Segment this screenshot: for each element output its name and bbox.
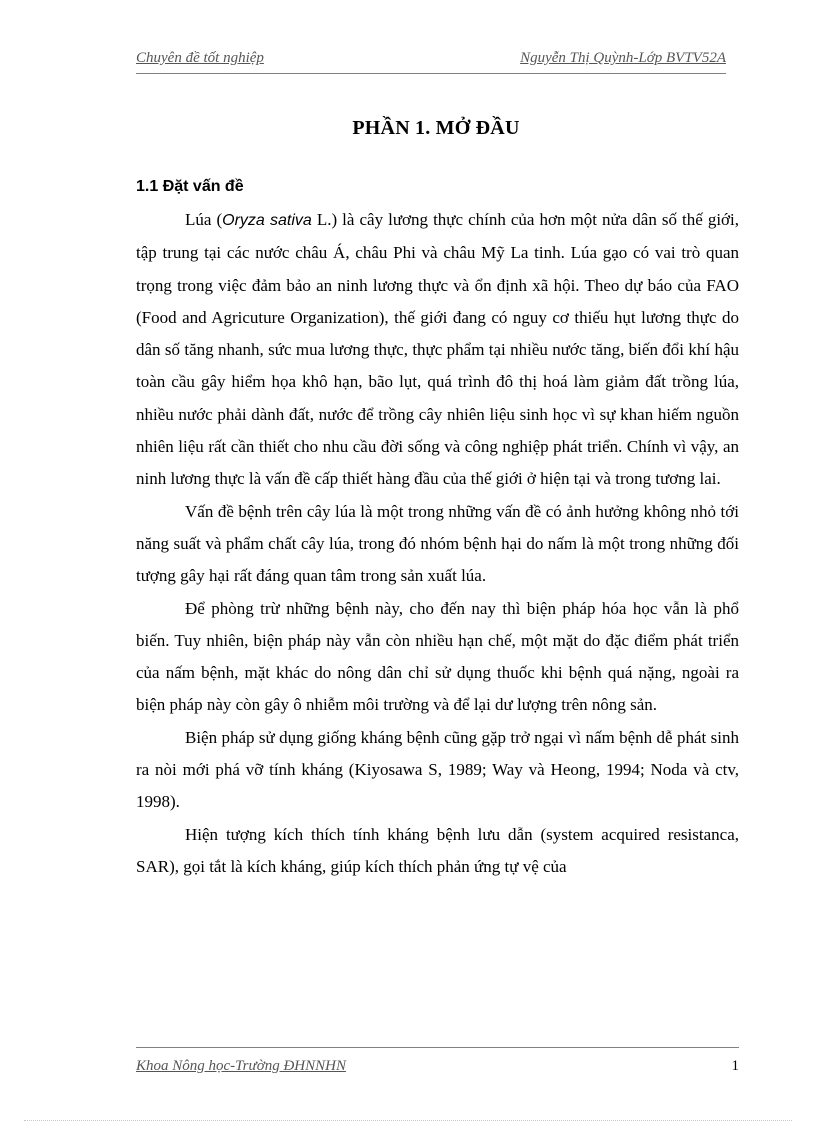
header-thesis-label: Chuyên đề tốt nghiệp [136,50,264,66]
paragraph-4: Biện pháp sử dụng giống kháng bệnh cũng gặp trở ngại vì nấm bệnh dễ phát sinh ra nòi mới phá vỡ tính kháng (Kiyosawa S, 1989; Way và Heong, 1994; Noda và ctv, 1998). [136,727,739,812]
scientific-name: Oryza sativa [222,212,312,229]
paragraph-1 [136,204,739,496]
page-bottom-edge [24,1120,792,1121]
paragraph-1-after: L.) là cây lương thực chính của hơn một nửa dân số thế giới, tập trung tại các nước châu Á, châu Phi và châu Mỹ La tinh. Lúa gạo có vai trò quan trọng trong việc đảm bảo an ninh lương thực và ổn định xã hội. Theo dự báo của FAO (Food and Agricuture Organization), thế giới đang có nguy cơ thiếu hụt lương thực do dân số tăng nhanh, sức mua lương thực, thực phẩm tại nhiều nước tăng, biến đổi khí hậu toàn cầu gây hiểm họa khô hạn, bão lụt, quá trình đô thị hoá làm giảm đất trồng lúa, nhiều nước phải dành đất, nước để trồng cây nhiên liệu sinh học vì sự khan hiếm nguồn nhiên liệu rất cần thiết cho nhu cầu đời sống và công nghiệp phát triển. Chính vì vậy, an ninh lương thực là vấn đề cấp thiết hàng đầu của thế giới ở hiện tại và trong tương lai. [136,210,739,489]
paragraph-5: Hiện tượng kích thích tính kháng bệnh lưu dẫn (system acquired resistanca, SAR), gọi tắt là kích kháng, giúp kích thích phản ứng tự vệ của [136,824,739,876]
section-heading: 1.1 Đặt vấn đề [136,178,244,195]
footer-faculty: Khoa Nông học-Trường ĐHNNHN [136,1058,346,1074]
header-divider [136,73,726,74]
header-author-class: Nguyễn Thị Quỳnh-Lớp BVTV52A [520,50,726,66]
paragraph-2: Vấn đề bệnh trên cây lúa là một trong những vấn đề có ảnh hưởng không nhỏ tới năng suất và phẩm chất cây lúa, trong đó nhóm bệnh hại do nấm là một trong những đối tượng gây hại rất đáng quan tâm trong sản xuất lúa. [136,501,739,586]
page-footer [136,1058,739,1080]
paragraph-1-before: Lúa ( [185,210,223,229]
chapter-title: PHẦN 1. MỞ ĐẦU [352,117,520,139]
page-number: 1 [731,1058,739,1074]
paragraph-3: Để phòng trừ những bệnh này, cho đến nay thì biện pháp hóa học vẫn là phổ biến. Tuy nhiên, biện pháp này vẫn còn nhiều hạn chế, một mặt do đặc điểm phát triển của nấm bệnh, mặt khác do nông dân chỉ sử dụng thuốc khi bệnh quá nặng, ngoài ra biện pháp này còn gây ô nhiễm môi trường và để lại dư lượng trên nông sản. [136,598,739,715]
footer-divider [136,1047,739,1048]
body-text [136,204,739,883]
page-header [136,50,726,72]
